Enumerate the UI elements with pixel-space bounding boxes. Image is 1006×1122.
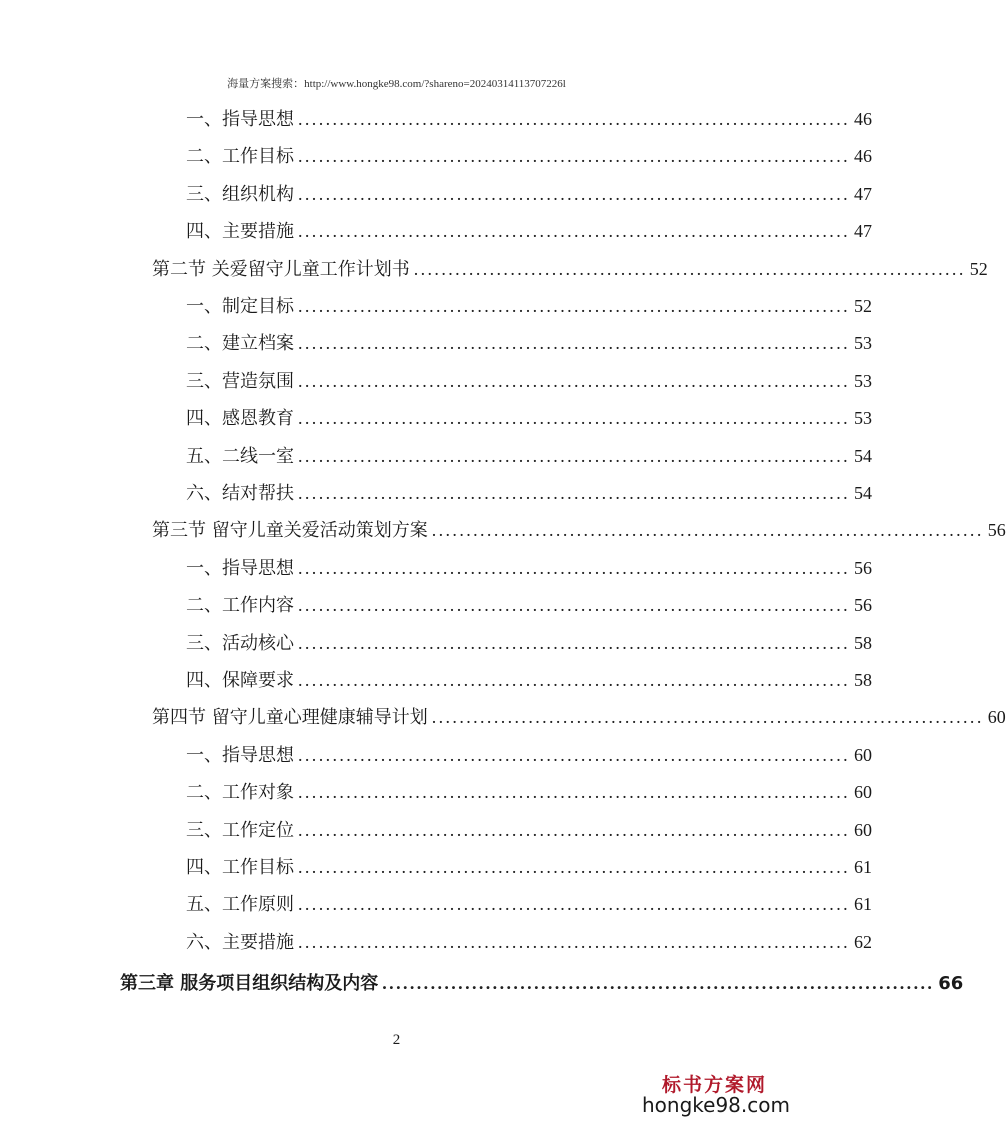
toc-entry-title: 二、工作内容 [186,595,294,617]
toc-subsection-entry[interactable] [186,367,872,397]
toc-entry-page: 53 [854,333,872,354]
toc-leader-dots: ................................................................................ [298,857,850,877]
toc-entry-page: 53 [854,408,872,429]
toc-leader-dots: ................................................................................ [298,931,850,952]
toc-subsection-entry[interactable] [186,142,872,172]
toc-entry-page: 58 [854,632,872,653]
toc-subsection-entry[interactable] [186,105,872,135]
toc-subsection-entry[interactable] [186,629,872,659]
toc-leader-dots: ................................................................................ [431,707,984,728]
toc-entry-page: 53 [854,370,872,391]
toc-subsection-entry[interactable] [186,741,872,771]
toc-entry-title: 一、制定目标 [186,296,294,317]
toc-chapter-entry[interactable] [120,969,964,999]
toc-subsection-entry[interactable] [186,890,872,920]
toc-entry-title: 第三节 留守儿童关爱活动策划方案 [152,520,428,542]
toc-leader-dots: ................................................................................ [298,782,850,803]
toc-entry-page: 58 [854,670,872,690]
toc-section-entry[interactable] [152,255,988,285]
toc-entry-page: 56 [987,520,1006,541]
toc-subsection-entry[interactable] [186,292,872,322]
toc-leader-dots: ................................................................................ [298,445,850,466]
toc-entry-title: 四、工作目标 [186,857,294,878]
toc-section-entry[interactable] [152,516,1006,546]
toc-leader-dots: ................................................................................ [298,109,850,129]
toc-entry-title: 二、工作对象 [186,782,294,804]
toc-subsection-entry[interactable] [186,217,872,247]
watermark-url: hongke98.com [642,1093,790,1117]
toc-leader-dots: ................................................................................ [298,296,850,316]
toc-subsection-entry[interactable] [186,329,872,359]
toc-entry-page: 46 [854,146,872,167]
page-header: 海量方案搜索：http://www.hongke98.com/?shareno=20240314113707226l [227,78,566,90]
toc-leader-dots: ................................................................................ [298,408,850,429]
toc-entry-page: 46 [854,109,872,129]
toc-leader-dots: ................................................................................ [298,370,850,391]
toc-leader-dots: ................................................................................ [298,333,850,354]
toc-entry-title: 二、建立档案 [186,333,294,355]
toc-entry-page: 52 [969,258,988,279]
toc-entry-title: 一、指导思想 [186,557,294,579]
toc-entry-title: 二、工作目标 [186,146,294,168]
toc-entry-title: 三、组织机构 [186,183,294,205]
toc-leader-dots: ................................................................................ [382,973,935,994]
toc-leader-dots: ................................................................................ [298,670,850,690]
toc-leader-dots: ................................................................................ [413,258,966,279]
toc-entry-page: 60 [854,819,872,840]
toc-entry-page: 52 [854,296,872,316]
toc-subsection-entry[interactable] [186,180,872,210]
toc-leader-dots: ................................................................................ [298,146,850,167]
toc-subsection-entry[interactable] [186,554,872,584]
toc-entry-page: 56 [854,557,872,578]
toc-leader-dots: ................................................................................ [298,183,850,204]
toc-subsection-entry[interactable] [186,928,872,958]
toc-entry-page: 60 [987,707,1006,728]
toc-entry-title: 六、主要措施 [186,931,294,953]
toc-entry-title: 第四节 留守儿童心理健康辅导计划 [152,707,428,729]
toc-entry-page: 62 [854,931,872,952]
toc-entry-title: 三、活动核心 [186,632,294,654]
toc-entry-page: 56 [854,595,872,616]
toc-entry-title: 一、指导思想 [186,109,294,130]
toc-entry-title: 第三章 服务项目组织结构及内容 [120,973,379,995]
toc-entry-page: 61 [854,894,872,915]
toc-entry-page: 60 [854,782,872,803]
toc-subsection-entry[interactable] [186,853,872,883]
toc-section-entry[interactable] [152,703,1006,733]
toc-leader-dots: ................................................................................ [298,557,850,578]
toc-leader-dots: ................................................................................ [298,894,850,915]
toc-entry-title: 六、结对帮扶 [186,483,294,504]
toc-entry-page: 47 [854,183,872,204]
toc-leader-dots: ................................................................................ [298,632,850,653]
toc-leader-dots: ................................................................................ [298,819,850,840]
toc-entry-title: 五、工作原则 [186,894,294,916]
toc-subsection-entry[interactable] [186,591,872,621]
toc-entry-page: 47 [854,221,872,242]
toc-entry-title: 四、保障要求 [186,670,294,691]
toc-entry-title: 三、营造氛围 [186,370,294,392]
toc-entry-page: 60 [854,744,872,765]
toc-entry-page: 66 [938,973,964,995]
toc-subsection-entry[interactable] [186,666,872,696]
watermark-logo-text: 标书方案网 [662,1074,768,1096]
toc-subsection-entry[interactable] [186,816,872,846]
toc-entry-page: 54 [854,483,872,503]
toc-leader-dots: ................................................................................ [298,595,850,616]
toc-entry-title: 第二节 关爱留守儿童工作计划书 [152,258,410,280]
toc-subsection-entry[interactable] [186,479,872,509]
toc-leader-dots: ................................................................................ [431,520,984,541]
toc-leader-dots: ................................................................................ [298,221,850,242]
toc-entry-page: 61 [854,857,872,877]
toc-subsection-entry[interactable] [186,778,872,808]
toc-leader-dots: ................................................................................ [298,483,850,503]
toc-entry-title: 三、工作定位 [186,819,294,841]
toc-subsection-entry[interactable] [186,442,872,472]
toc-entry-page: 54 [854,445,872,466]
toc-entry-title: 五、二线一室 [186,445,294,467]
toc-entry-title: 四、感恩教育 [186,408,294,430]
page-number: 2 [392,1032,401,1048]
toc-entry-title: 四、主要措施 [186,221,294,243]
toc-leader-dots: ................................................................................ [298,744,850,765]
toc-entry-title: 一、指导思想 [186,744,294,766]
toc-subsection-entry[interactable] [186,404,872,434]
